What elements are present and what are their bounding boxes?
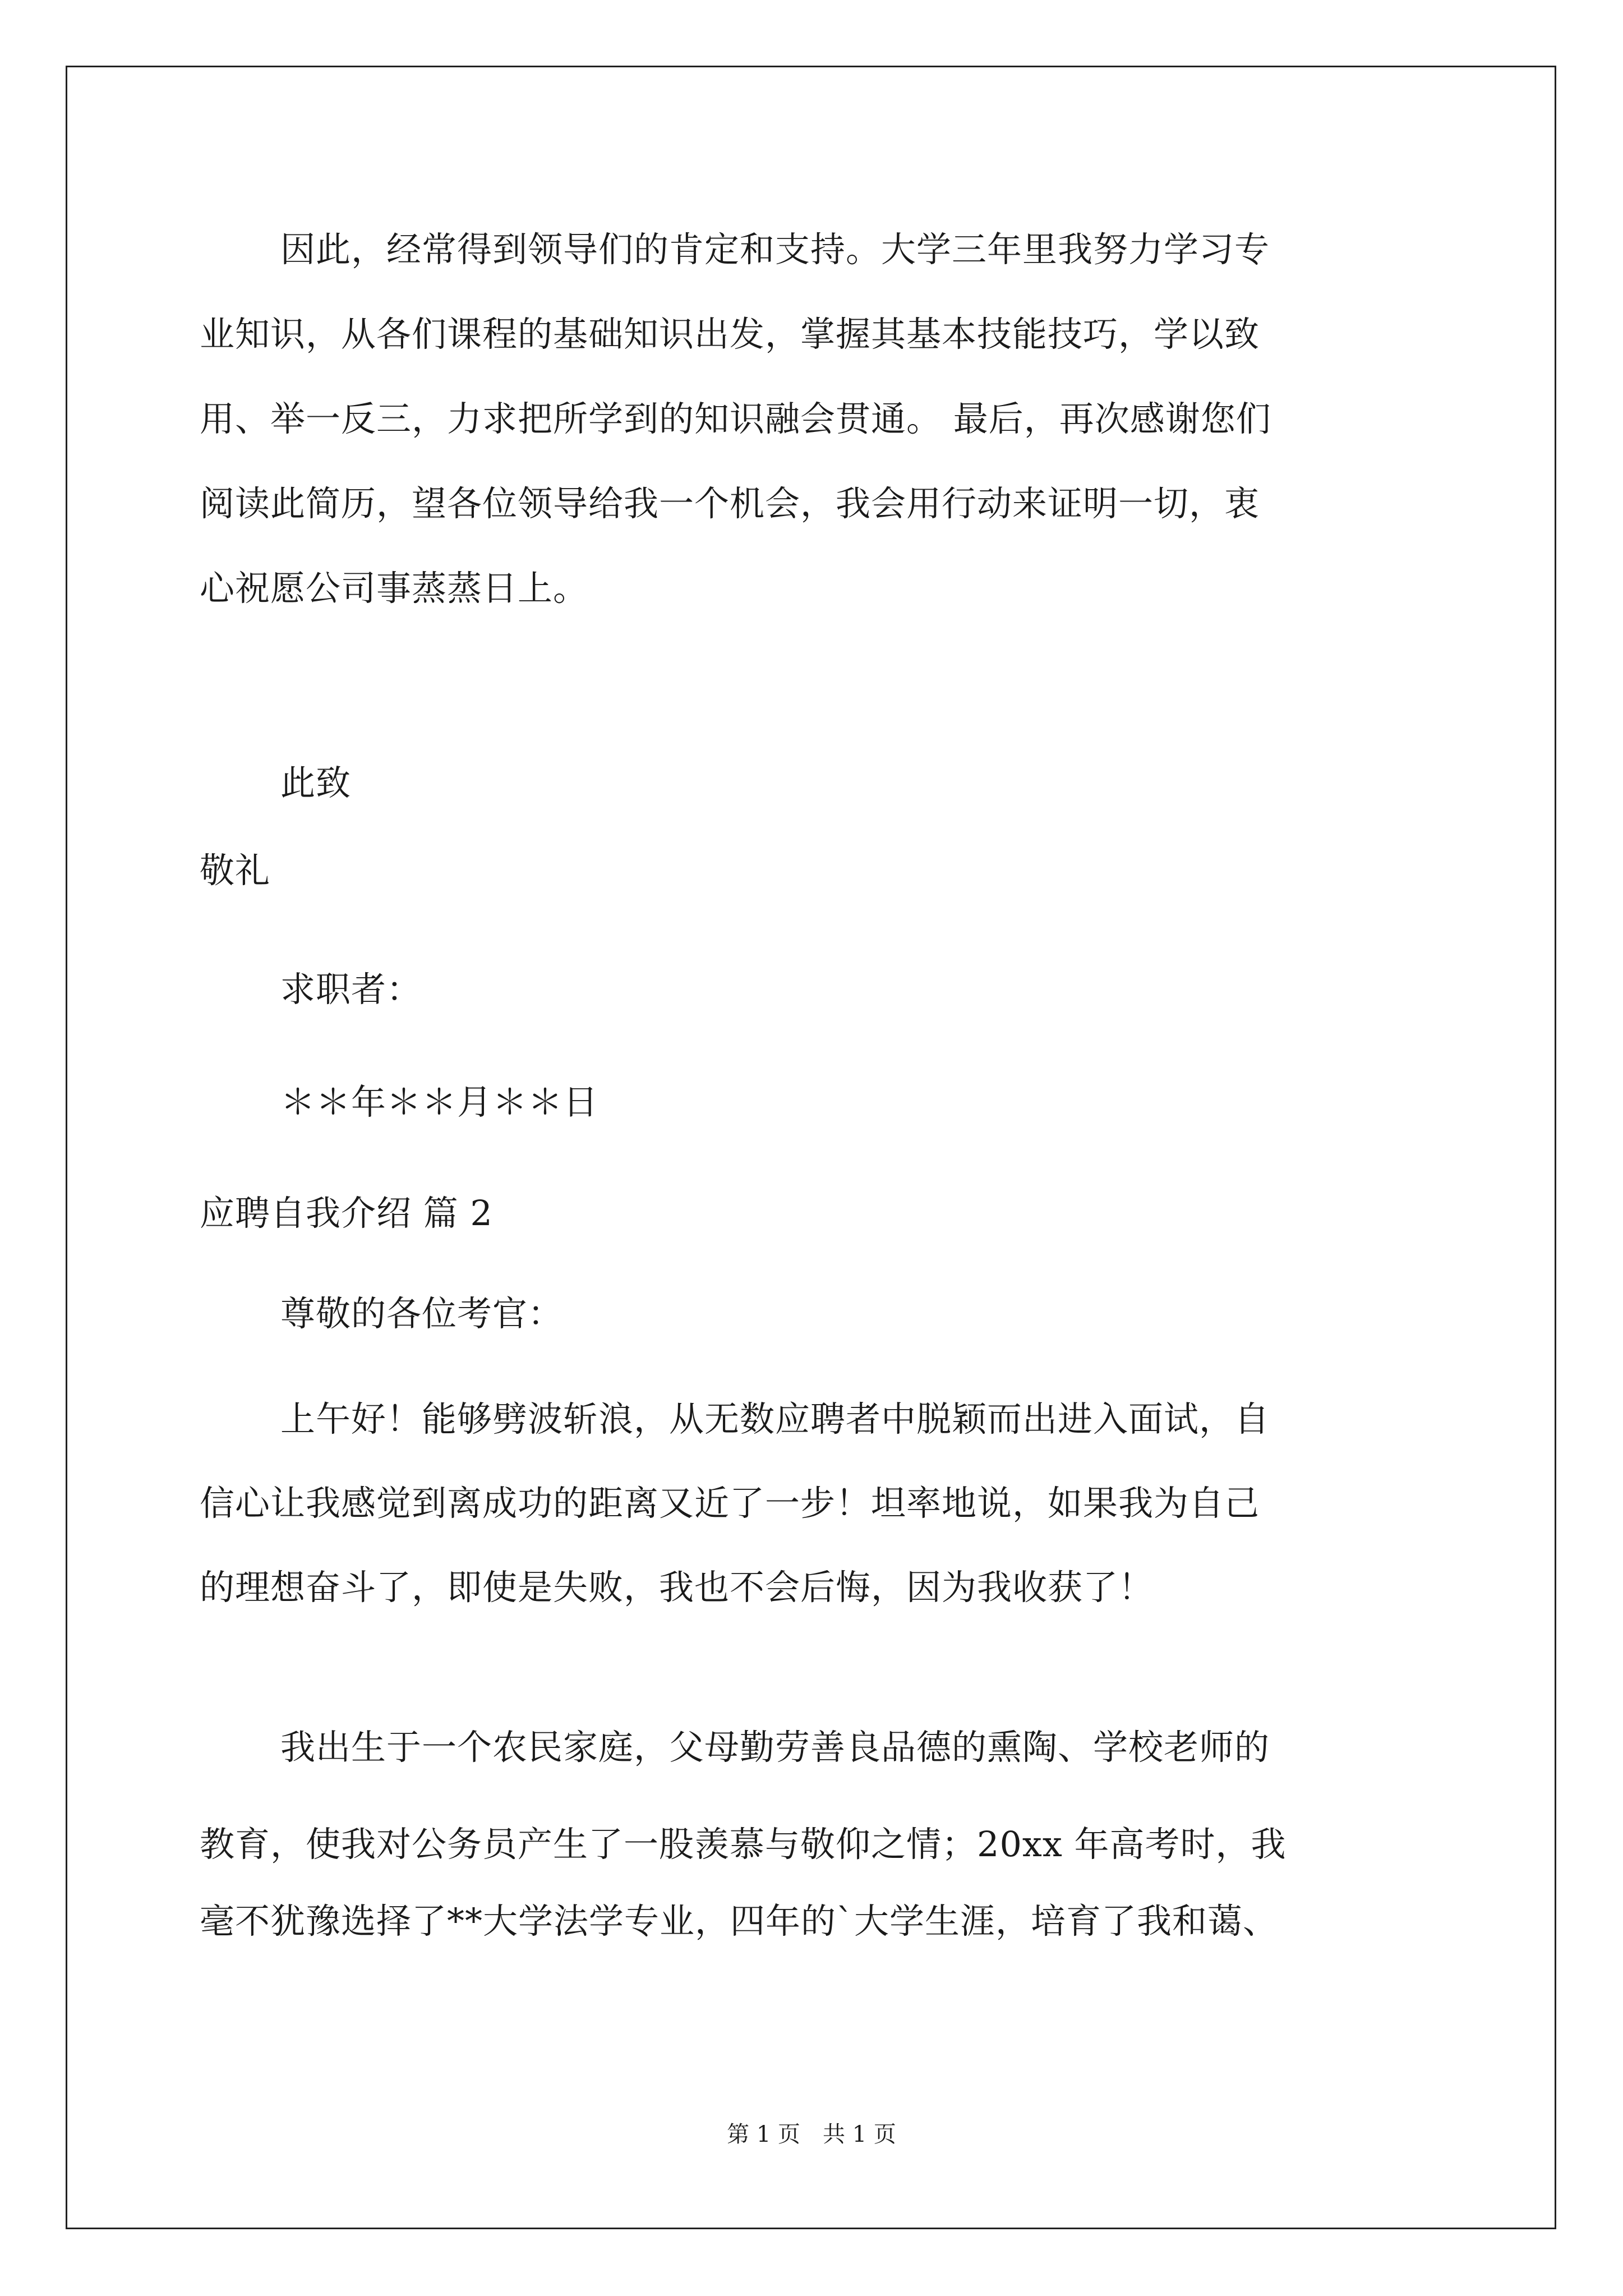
paragraph-line: 的理想奋斗了，即使是失败，我也不会后悔，因为我收获了！ bbox=[200, 1567, 1154, 1608]
date-line: ＊＊年＊＊月＊＊日 bbox=[280, 1082, 599, 1122]
closing-line: 敬礼 bbox=[200, 850, 271, 891]
paragraph-line: 心祝愿公司事蒸蒸日上。 bbox=[200, 568, 589, 609]
paragraph-line: 因此，经常得到领导们的肯定和支持。大学三年里我努力学习专 bbox=[280, 229, 1270, 270]
paragraph-line: 毫不犹豫选择了**大学法学专业，四年的`大学生涯，培育了我和蔼、 bbox=[200, 1901, 1279, 1941]
paragraph-line: 信心让我感觉到离成功的距离又近了一步！坦率地说，如果我为自己 bbox=[200, 1483, 1260, 1524]
greeting-line: 尊敬的各位考官： bbox=[280, 1293, 564, 1334]
page-footer: 第 1 页 共 1 页 bbox=[727, 2122, 896, 2147]
paragraph-line: 教育，使我对公务员产生了一股羡慕与敬仰之情；20xx 年高考时，我 bbox=[200, 1824, 1287, 1865]
paragraph-line: 我出生于一个农民家庭，父母勤劳善良品德的熏陶、学校老师的 bbox=[280, 1727, 1270, 1768]
paragraph-line: 业知识，从各们课程的基础知识出发，掌握其基本技能技巧，学以致 bbox=[200, 314, 1260, 355]
signature-label: 求职者： bbox=[280, 969, 422, 1010]
paragraph-line: 上午好！能够劈波斩浪，从无数应聘者中脱颖而出进入面试，自 bbox=[280, 1398, 1270, 1439]
paragraph-line: 用、举一反三，力求把所学到的知识融会贯通。 最后，再次感谢您们 bbox=[200, 398, 1271, 439]
paragraph-line: 阅读此简历，望各位领导给我一个机会，我会用行动来证明一切，衷 bbox=[200, 483, 1260, 524]
salutation-line: 此致 bbox=[280, 762, 352, 803]
section-heading: 应聘自我介绍 篇 2 bbox=[200, 1193, 493, 1234]
